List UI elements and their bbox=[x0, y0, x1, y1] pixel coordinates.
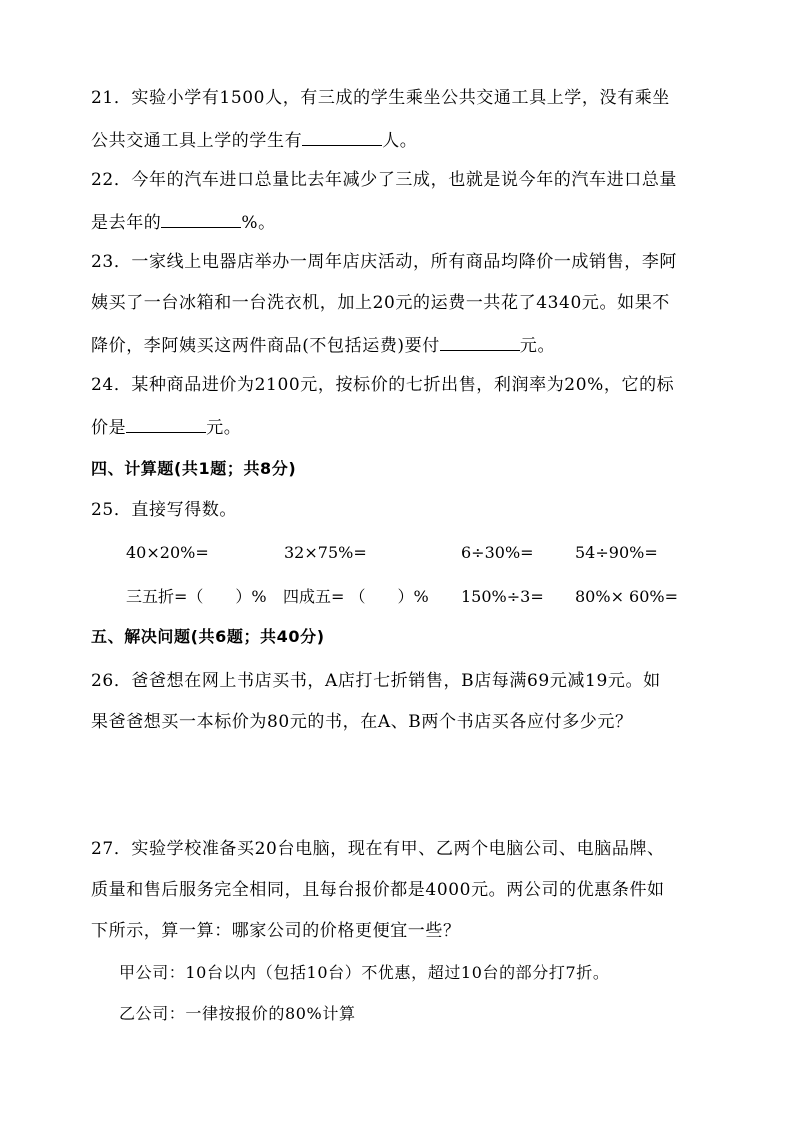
q22-line1: 22．今年的汽车进口总量比去年减少了三成，也就是说今年的汽车进口总量 bbox=[91, 170, 678, 190]
q23-line3-suffix: 元。 bbox=[519, 336, 556, 356]
q25-expr: 150%÷3= bbox=[461, 587, 544, 606]
q25-expr: 40×20%= bbox=[126, 543, 209, 562]
section4-heading: 四、计算题(共1题；共8分) bbox=[91, 459, 297, 478]
q25-expr: 32×75%= bbox=[284, 543, 367, 562]
q25-expr: 三五折=（ ）% bbox=[126, 587, 267, 606]
q22-line2-text: 是去年的 bbox=[91, 213, 162, 233]
q26-line2: 果爸爸想买一本标价为80元的书，在A、B两个书店买各应付多少元？ bbox=[91, 712, 633, 732]
q25-expr: 6÷30%= bbox=[461, 543, 534, 562]
q26-line1: 26．爸爸想在网上书店买书，A店打七折销售，B店每满69元减19元。如 bbox=[91, 671, 661, 691]
q23-line3-text: 降价，李阿姨买这两件商品(不包括运费)要付 bbox=[91, 336, 440, 356]
q24-line2-suffix: 元。 bbox=[206, 418, 242, 438]
q21-line2-text: 公共交通工具上学的学生有 bbox=[91, 131, 303, 151]
q25-prompt: 25．直接写得数。 bbox=[91, 500, 238, 520]
q27-company-b: 乙公司：一律按报价的80%计算 bbox=[119, 1004, 356, 1023]
q25-expr: 54÷90%= bbox=[575, 543, 658, 562]
q27-line2: 质量和售后服务完全相同，且每台报价都是4000元。两公司的优惠条件如 bbox=[91, 880, 665, 900]
q23-answer-blank[interactable] bbox=[440, 332, 520, 351]
q22-line2-suffix: %。 bbox=[241, 213, 276, 233]
q23-line3 bbox=[91, 332, 555, 358]
q21-line2-suffix: 人。 bbox=[382, 131, 418, 151]
q23-line1: 23．一家线上电器店举办一周年店庆活动，所有商品均降价一成销售，李阿 bbox=[91, 252, 678, 272]
q27-line1: 27．实验学校准备买20台电脑，现在有甲、乙两个电脑公司、电脑品牌、 bbox=[91, 839, 665, 859]
q24-line1: 24．某种商品进价为2100元，按标价的七折出售，利润率为20%，它的标 bbox=[91, 375, 675, 395]
q25-expr: 四成五= （ ）% bbox=[283, 587, 429, 606]
q27-line3: 下所示，算一算：哪家公司的价格更便宜一些？ bbox=[91, 921, 461, 941]
q21-line1: 21．实验小学有1500人，有三成的学生乘坐公共交通工具上学，没有乘坐 bbox=[91, 88, 670, 108]
q24-line2-text: 价是 bbox=[91, 418, 127, 438]
q27-company-a: 甲公司：10台以内（包括10台）不优惠，超过10台的部分打7折。 bbox=[119, 963, 610, 982]
q24-answer-blank[interactable] bbox=[126, 414, 206, 433]
q22-line2 bbox=[91, 209, 276, 235]
q23-line2: 姨买了一台冰箱和一台洗衣机，加上20元的运费一共花了4340元。如果不 bbox=[91, 293, 670, 313]
q21-answer-blank[interactable] bbox=[302, 127, 382, 146]
q22-answer-blank[interactable] bbox=[161, 209, 241, 228]
q21-line2 bbox=[91, 127, 417, 153]
section5-heading: 五、解决问题(共6题；共40分) bbox=[91, 627, 325, 646]
q25-expr: 80%× 60%= bbox=[575, 587, 679, 606]
q24-line2 bbox=[91, 414, 241, 440]
